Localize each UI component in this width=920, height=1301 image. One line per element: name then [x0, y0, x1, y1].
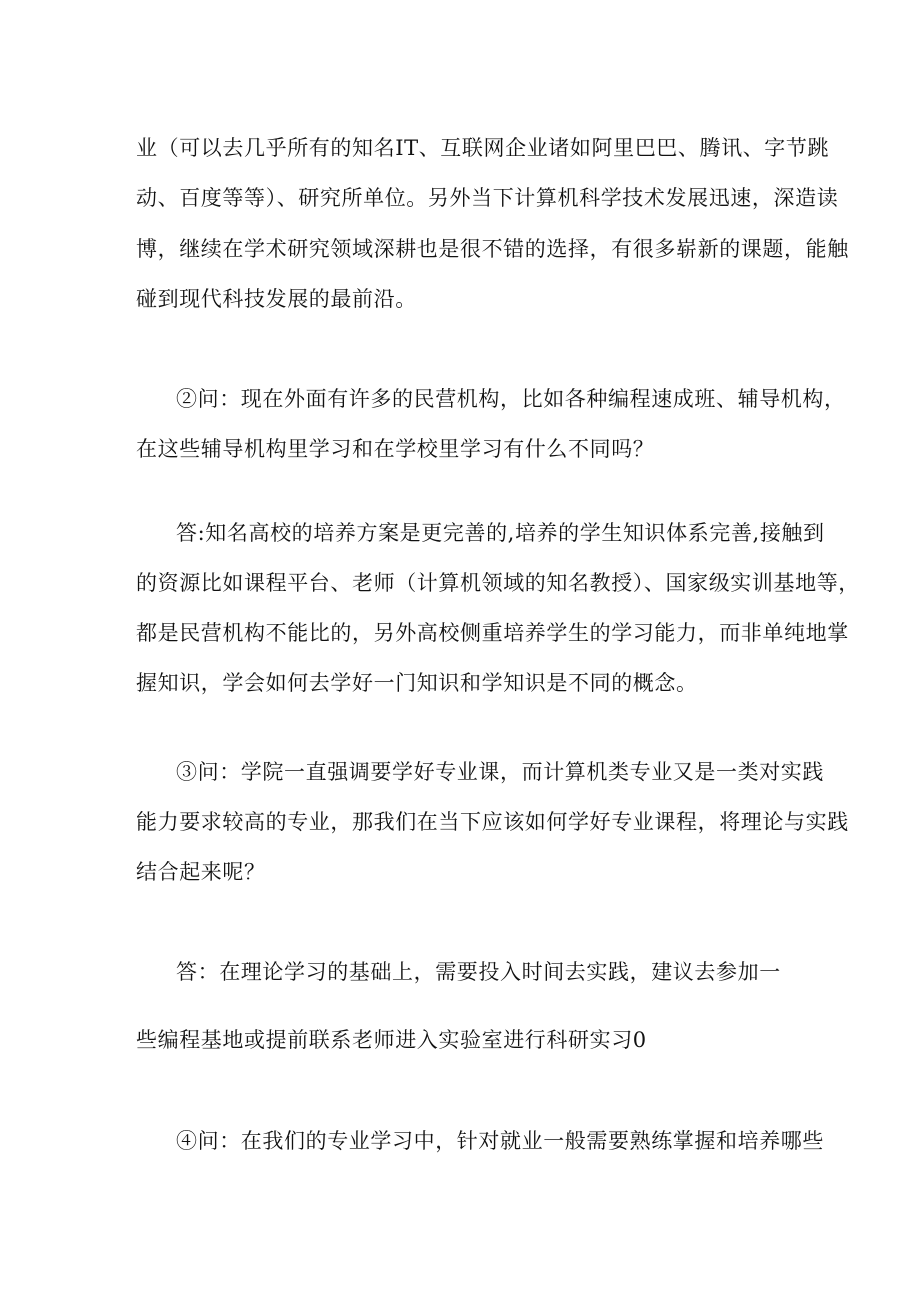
text-line: 业（可以去几乎所有的知名IT、互联网企业诸如阿里巴巴、腾讯、字节跳 [136, 136, 830, 160]
answer-heading: 答:知名高校的培养方案是更完善的,培养的学生知识体系完善,接触到 [176, 521, 825, 545]
answer-heading: 答：在理论学习的基础上，需要投入时间去实践，建议去参加一 [176, 960, 781, 984]
text-line: 结合起来呢？ [136, 860, 266, 884]
text-line: 博，继续在学术研究领域深耕也是很不错的选择，有很多崭新的课题，能触 [136, 237, 849, 261]
text-line: 动、百度等等）、研究所单位。另外当下计算机科学技术发展迅速，深造读 [136, 186, 839, 210]
question-heading: ②问：现在外面有许多的民营机构，比如各种编程速成班、辅导机构， [176, 387, 846, 411]
text-line: 都是民营机构不能比的，另外高校侧重培养学生的学习能力，而非单纯地掌 [136, 621, 849, 645]
text-line: 能力要求较高的专业，那我们在当下应该如何学好专业课程，将理论与实践 [136, 810, 849, 834]
question-heading: ④问：在我们的专业学习中，针对就业一般需要熟练掌握和培养哪些 [176, 1129, 824, 1153]
text-line: 碰到现代科技发展的最前沿。 [136, 287, 417, 311]
text-line: 的资源比如课程平台、老师（计算机领域的知名教授）、国家级实训基地等， [136, 571, 860, 595]
text-line: 在这些辅导机构里学习和在学校里学习有什么不同吗？ [136, 437, 655, 461]
question-heading: ③问：学院一直强调要学好专业课，而计算机类专业又是一类对实践 [176, 760, 824, 784]
text-line: 握知识，学会如何去学好一门知识和学知识是不同的概念。 [136, 671, 698, 695]
text-line: 些编程基地或提前联系老师进入实验室进行科研实习0 [136, 1028, 647, 1052]
